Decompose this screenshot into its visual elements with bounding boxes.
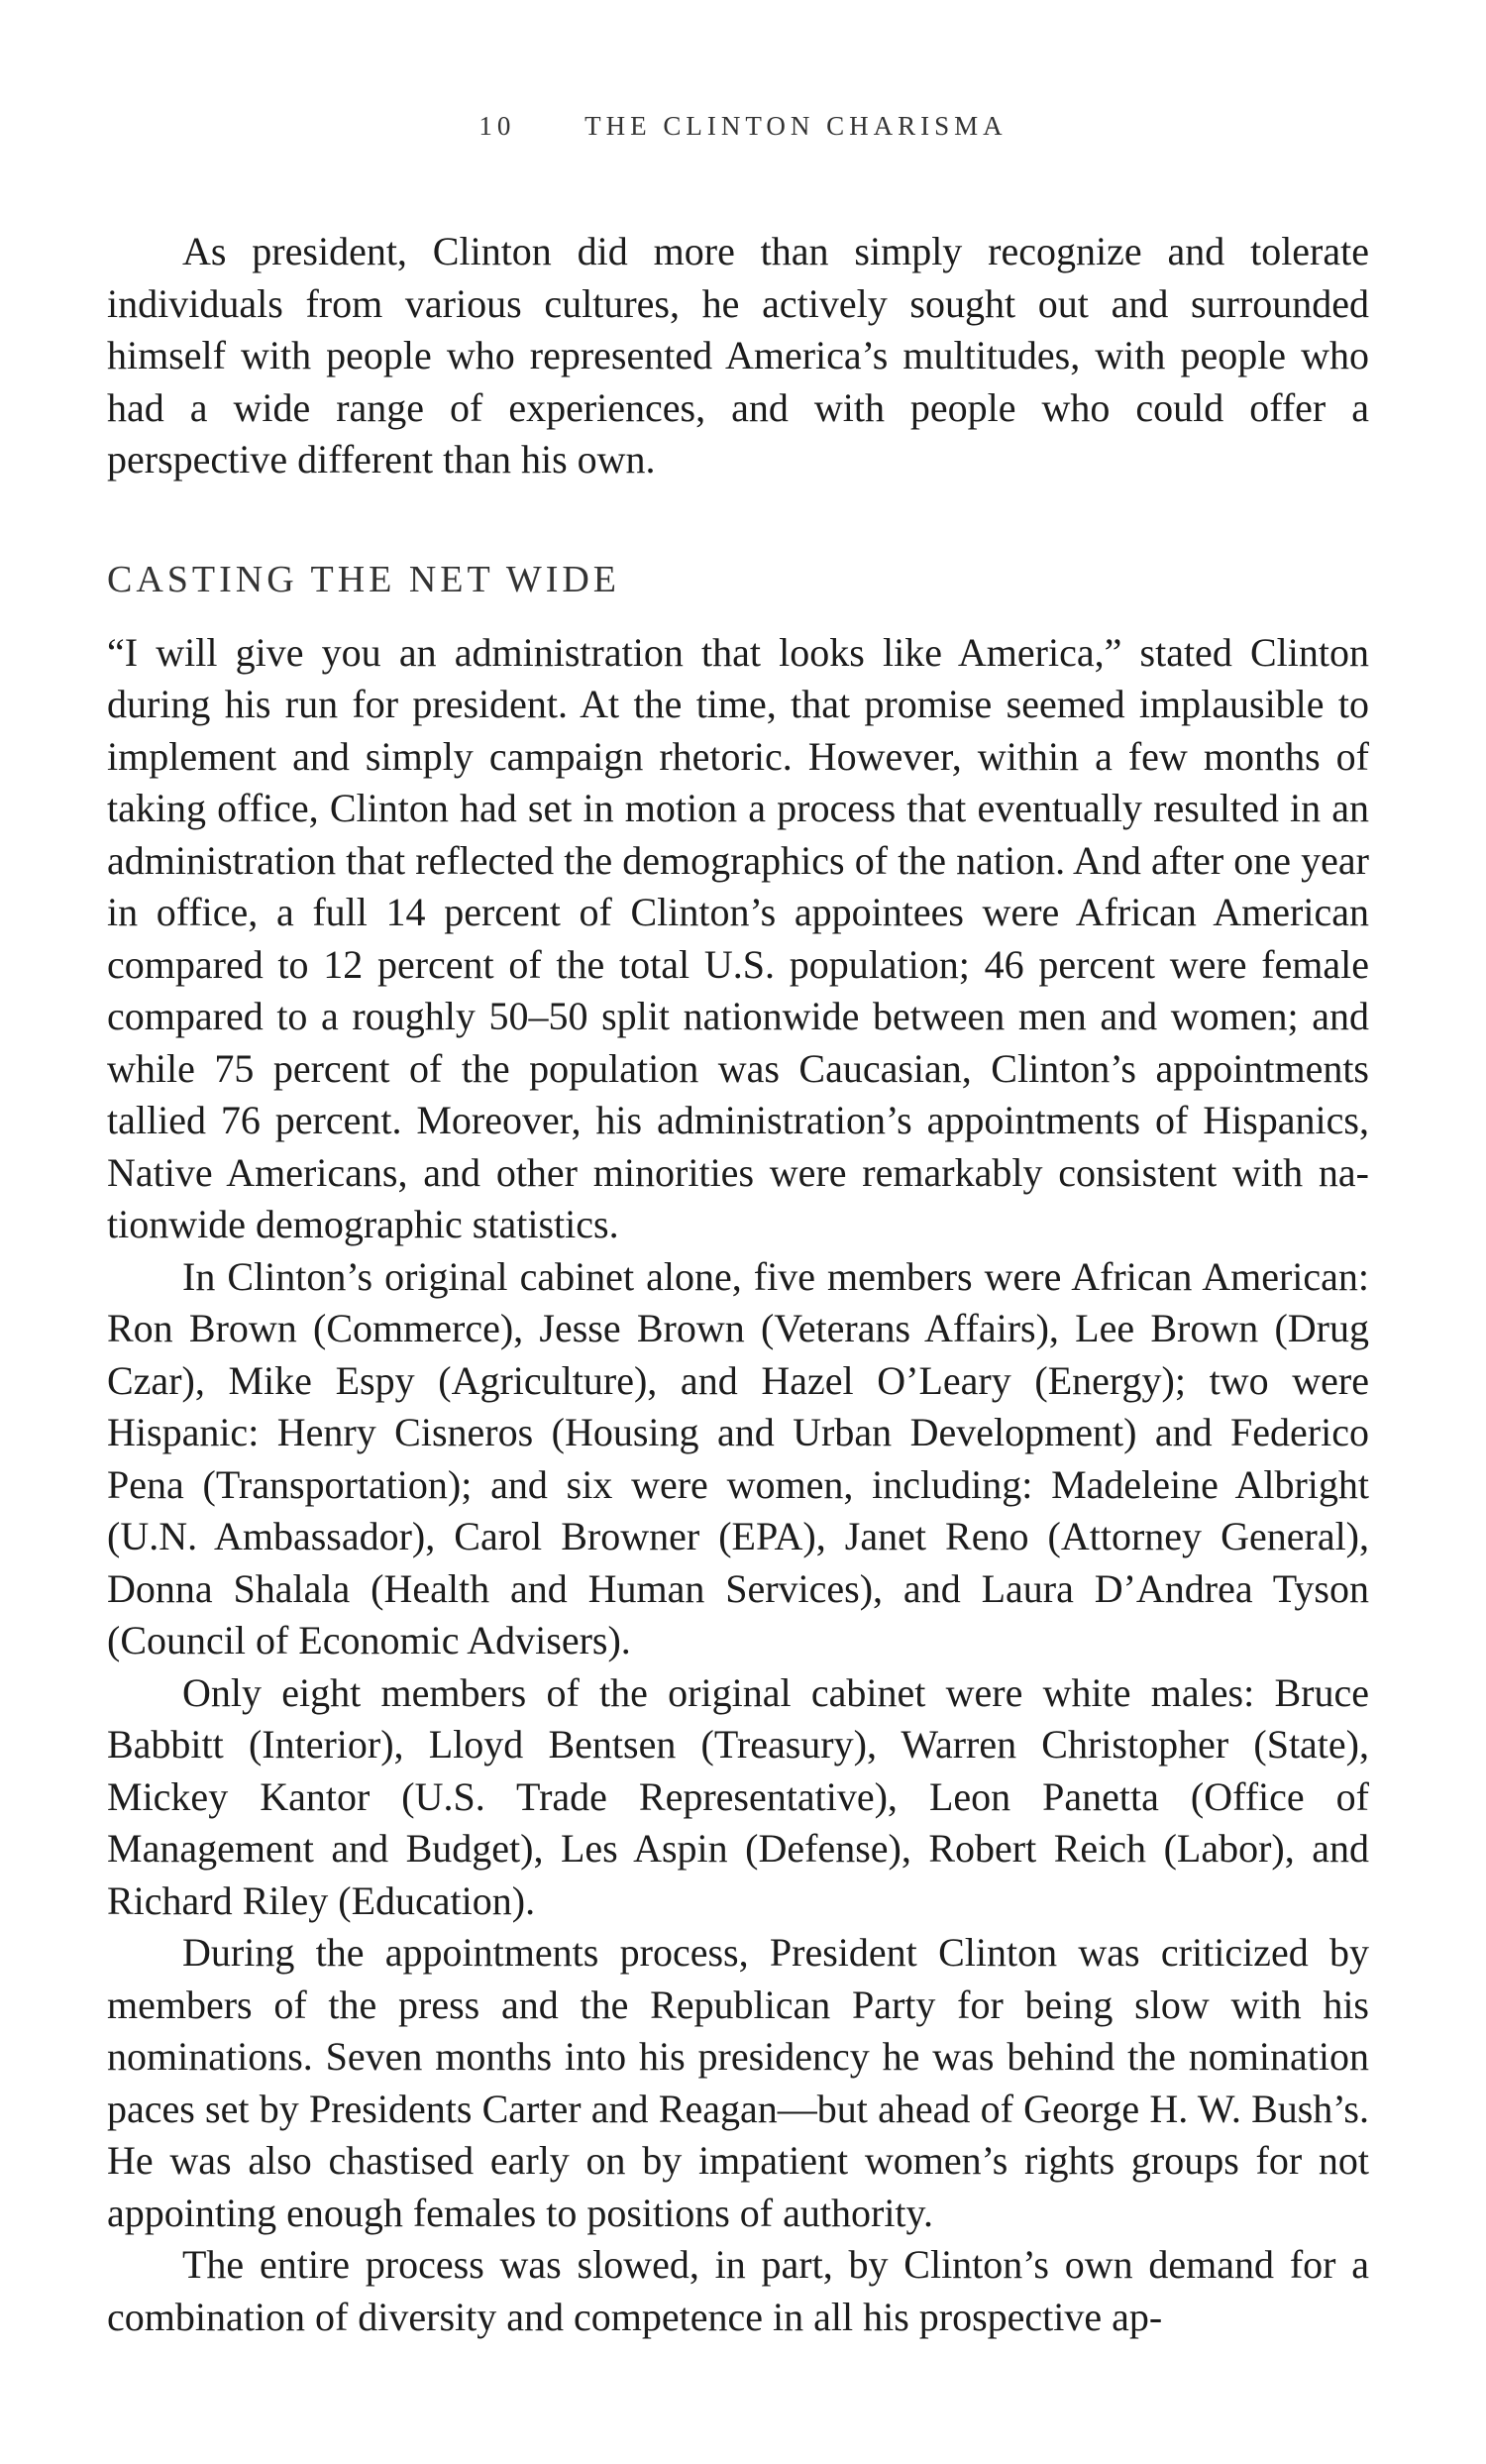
paragraph: The entire process was slowed, in part, by Clinton’s own demand for a combination of diversity and competence in all his prospective ap- bbox=[107, 2242, 1369, 2339]
paragraph-intro: As president, Clinton did more than simply recognize and tolerate individuals from various cultures, he actively sought out and surrounded himself with people who represented America’s multitudes, with people who had a wide range of experiences, and with people who could offer a perspective different than his own. bbox=[107, 229, 1369, 482]
paragraph: “I will give you an administration that looks like America,” stated Clinton during his run for president. At the time, that promise seemed implausible to implement and simply campaign rhetoric. However, within a few months of taking office, Clinton had set in motion a process that eventually resulted in an administration that reflected the demographics of the nation. And after one year in office, a full 14 percent of Clinton’s appointees were African American compared to 12 percent of the total U.S. population; 46 percent were female compared to a roughly 50–50 split nationwide between men and women; and while 75 percent of the population was Caucasian, Clinton’s appointments tallied 76 percent. Moreover, his administration’s appointments of Hispanics, Native Americans, and other minorities were remarkably consistent with nationwide demographic statistics. bbox=[107, 629, 1369, 1246]
paragraph: Only eight members of the original cabinet were white males: Bruce Babbitt (Interior), Lloyd Bentsen (Treasury), Warren Christopher (State), Mickey Kantor (U.S. Trade Representative), Leon Panetta (Office of Management and Budget), Les Aspin (Defense), Robert Reich (Labor), and Richard Riley (Education). bbox=[107, 1669, 1369, 1923]
book-title: THE CLINTON CHARISMA bbox=[584, 111, 1008, 141]
paragraph: During the appointments process, President Clinton was criticized by members of the press and the Republican Party for being slow with his nominations. Seven months into his presidency he was behind the nomination paces set by Presidents Carter and Reagan—but ahead of George H. W. Bush’s. He was also chastised early on by impatient women’s rights groups for not appointing enough females to positions of authority. bbox=[107, 1930, 1369, 2235]
body-text bbox=[107, 226, 1369, 2343]
running-head bbox=[0, 111, 1486, 142]
paragraph: In Clinton’s original cabinet alone, five members were African American: Ron Brown (Commerce), Jesse Brown (Veterans Affairs), Lee Brown (Drug Czar), Mike Espy (Agriculture), and Hazel O’Leary (Energy); two were Hispanic: Henry Cisneros (Housing and Urban Development) and Federico Pena (Transportation); and six were women, including: Madeleine Albright (U.N. Ambassador), Carol Browner (EPA), Janet Reno (Attorney General), Donna Shalala (Health and Human Services), and Laura D’Andrea Tyson (Council of Economic Advisers). bbox=[107, 1253, 1369, 1662]
page-number: 10 bbox=[478, 111, 516, 141]
section-heading: CASTING THE NET WIDE bbox=[107, 558, 621, 600]
